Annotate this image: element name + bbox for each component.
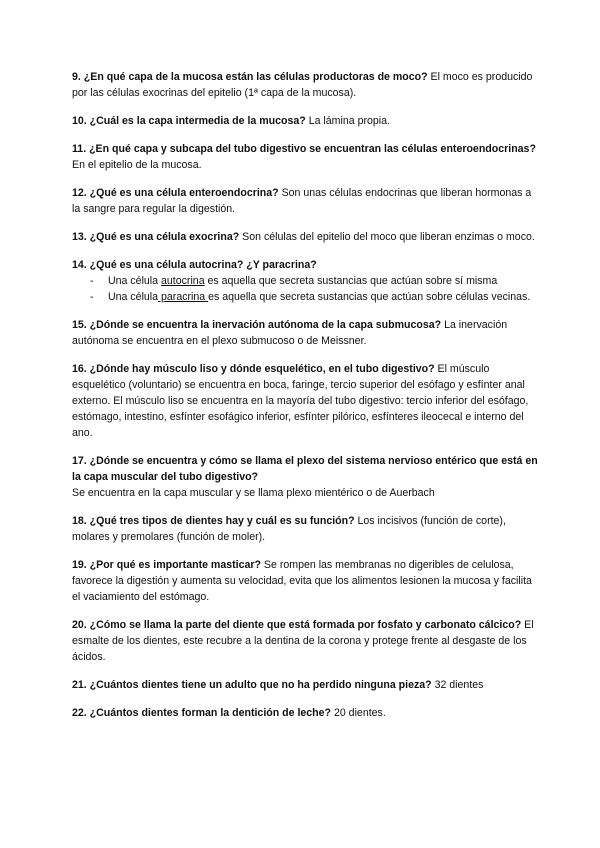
question-16	[72, 361, 542, 441]
answer-list	[72, 273, 542, 305]
question-17	[72, 453, 542, 501]
question-text: 14. ¿Qué es una célula autocrina? ¿Y paracrina?	[72, 259, 317, 271]
answer-text: Se rompen las membranas no digeribles de celulosa, favorece la digestión y aumenta su velocidad, evita que los alimentos lesionen la mucosa y facilita el vaciamiento del estómago.	[72, 559, 532, 603]
answer-text: La inervación autónoma se encuentra en el plexo submucoso o de Meissner.	[72, 319, 508, 347]
answer-text: El esmalte de los dientes, este recubre a la dentina de la corona y protege frente al desgaste de los ácidos.	[72, 619, 534, 663]
list-item-text: Una célula	[108, 291, 159, 303]
question-11	[72, 141, 542, 173]
answer-text: Son unas células endocrinas que liberan hormonas a la sangre para regular la digestión.	[72, 187, 532, 215]
question-text: 18. ¿Qué tres tipos de dientes hay y cuál es su función?	[72, 515, 355, 527]
question-text: 16. ¿Dónde hay músculo liso y dónde esquelético, en el tubo digestivo?	[72, 363, 435, 375]
question-text: 10. ¿Cuál es la capa intermedia de la mucosa?	[72, 115, 306, 127]
list-item	[72, 289, 542, 305]
underlined-term: paracrina	[158, 291, 209, 303]
question-21	[72, 677, 542, 693]
answer-text: Se encuentra en la capa muscular y se llama plexo mientérico o de Auerbach	[72, 487, 435, 499]
list-item-text: Una célula	[108, 275, 161, 287]
answer-text: El moco es producido por las células exocrinas del epitelio (1ª capa de la mucosa).	[72, 71, 533, 99]
question-22	[72, 705, 542, 721]
answer-text: 20 dientes.	[331, 707, 386, 719]
answer-text: 32 dientes	[431, 679, 484, 691]
question-19	[72, 557, 542, 605]
question-9	[72, 69, 542, 101]
question-text: 22. ¿Cuántos dientes forman la dentición de leche?	[72, 707, 332, 719]
question-18	[72, 513, 542, 545]
answer-text: La lámina propia.	[305, 115, 390, 127]
question-text: 11. ¿En qué capa y subcapa del tubo digestivo se encuentran las células enteroendocrinas?	[72, 143, 536, 155]
question-13	[72, 229, 542, 245]
question-12	[72, 185, 542, 217]
list-item-text: es aquella que secreta sustancias que actúan sobre sí misma	[204, 275, 498, 287]
question-text: 21. ¿Cuántos dientes tiene un adulto que no ha perdido ninguna pieza?	[72, 679, 432, 691]
answer-text: Son células del epitelio del moco que liberan enzimas o moco.	[239, 231, 535, 243]
document-page	[72, 69, 542, 733]
question-20	[72, 617, 542, 665]
question-14	[72, 257, 542, 305]
question-text: 17. ¿Dónde se encuentra y cómo se llama el plexo del sistema nervioso entérico que está en la capa muscular del tubo digestivo?	[72, 455, 538, 483]
question-text: 12. ¿Qué es una célula enteroendocrina?	[72, 187, 279, 199]
answer-text: Los incisivos (función de corte), molares y premolares (función de moler).	[72, 515, 506, 543]
question-text: 13. ¿Qué es una célula exocrina?	[72, 231, 240, 243]
question-text: 19. ¿Por qué es importante masticar?	[72, 559, 261, 571]
question-text: 9. ¿En qué capa de la mucosa están las células productoras de moco?	[72, 71, 428, 83]
question-10	[72, 113, 542, 129]
question-text: 15. ¿Dónde se encuentra la inervación autónoma de la capa submucosa?	[72, 319, 442, 331]
answer-text: En el epitelio de la mucosa.	[72, 159, 202, 171]
list-item-text: es aquella que secreta sustancias que actúan sobre células vecinas.	[208, 291, 531, 303]
question-15	[72, 317, 542, 349]
underlined-term: autocrina	[161, 275, 205, 287]
list-item	[72, 273, 542, 289]
question-text: 20. ¿Cómo se llama la parte del diente que está formada por fosfato y carbonato cálcico?	[72, 619, 522, 631]
answer-text: El músculo esquelético (voluntario) se encuentra en boca, faringe, tercio superior del esófago y esfínter anal externo. El músculo liso se encuentra en la mayoría del tubo digestivo: tercio inferior del esófago, estómago, intestino, esfínter esofágico inferior, esfínter pilórico, esfínteres ileocecal e interno del ano.	[72, 363, 529, 439]
